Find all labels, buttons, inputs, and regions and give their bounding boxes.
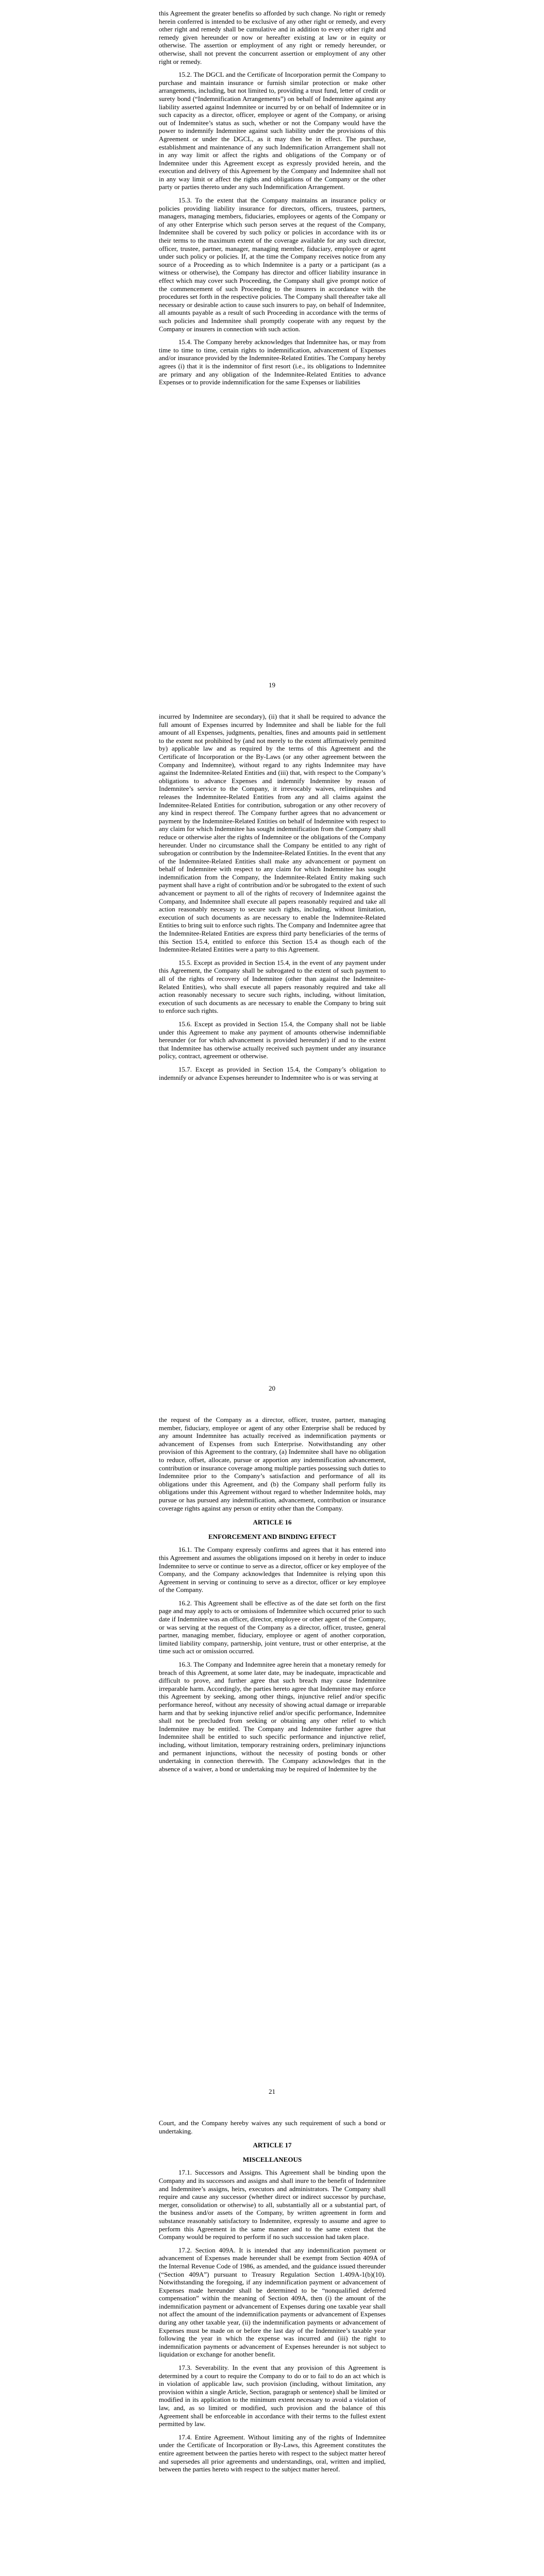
document-page-19 — [0, 0, 544, 703]
paragraph-continuation: Court, and the Company hereby waives any such requirement of such a bond or undertaking. — [159, 2119, 386, 2135]
page-body — [159, 713, 386, 1087]
paragraph-15-6: 15.6. Except as provided in Section 15.4, the Company shall not be liable under this Agreement to make any payment of amounts otherwise indemnifiable hereunder (or for which advancement is provided hereunder) if and to the extent that Indemnitee has otherwise actually received such payment under any insurance policy, contract, agreement or otherwise. — [159, 1020, 386, 1060]
paragraph-15-3: 15.3. To the extent that the Company maintains an insurance policy or policies providing liability insurance for directors, officers, trustees, partners, managers, managing members, fiduciaries, employees or agents of the Company or of any other Enterprise which such person serves at the request of the Company, Indemnitee shall be covered by such policy or policies in accordance with its or their terms to the maximum extent of the coverage available for any such director, officer, trustee, partner, manager, managing member, fiduciary, employee or agent under such policy or policies. If, at the time the Company receives notice from any source of a Proceeding as to which Indemnitee is a party or a participant (as a witness or otherwise), the Company has director and officer liability insurance in effect which may cover such Proceeding, the Company shall give prompt notice of the commencement of such Proceeding to the insurers in accordance with the procedures set forth in the respective policies. The Company shall thereafter take all necessary or desirable action to cause such insurers to pay, on behalf of Indemnitee, all amounts payable as a result of such Proceeding in accordance with the terms of such policies and Indemnitee shall promptly cooperate with any request by the Company or insurers in connection with such action. — [159, 196, 386, 333]
document-page-22 — [0, 2110, 544, 2576]
article-title: ARTICLE 16 — [253, 1518, 292, 1527]
page-body — [159, 9, 386, 392]
paragraph-15-7: 15.7. Except as provided in Section 15.4, the Company’s obligation to indemnify or advance Expenses hereunder to Indemnitee who is or was serving at — [159, 1065, 386, 1081]
page-body — [159, 1416, 386, 1778]
paragraph-16-2: 16.2. This Agreement shall be effective as of the date set forth on the first page and may apply to acts or omissions of Indemnitee which occurred prior to such date if Indemnitee was an officer, director, employee or other agent of the Company, or was serving at the request of the Company as a director, officer, trustee, general partner, managing member, fiduciary, employee or agent of another corporation, limited liability company, partnership, joint venture, trust or other enterprise, at the time such act or omission occurred. — [159, 1599, 386, 1655]
page-number: 19 — [269, 681, 275, 689]
paragraph-17-2: 17.2. Section 409A. It is intended that any indemnification payment or advancement of Expenses made hereunder shall be exempt from Section 409A of the Internal Revenue Code of 1986, as amended, and the guidance issued thereunder (“Section 409A”) pursuant to Treasury Regulation Section 1.409A-1(b)(10). Notwithstanding the foregoing, if any indemnification payment or advancement of Expenses made hereunder shall be determined to be “nonqualified deferred compensation” within the meaning of Section 409A, then (i) the amount of the indemnification payment or advancement of Expenses during one taxable year shall not affect the amount of the indemnification payments or advancement of Expenses during any other taxable year, (ii) the indemnification payments or advancement of Expenses must be made on or before the last day of the Indemnitee’s taxable year following the year in which the expense was incurred and (iii) the right to indemnification payments or advancement of Expenses hereunder is not subject to liquidation or exchange for another benefit. — [159, 2246, 386, 2359]
paragraph-17-4: 17.4. Entire Agreement. Without limiting any of the rights of Indemnitee under the Certificate of Incorporation or By-Laws, this Agreement constitutes the entire agreement between the parties hereto with respect to the subject matter hereof and supersedes all prior agreements and understandings, oral, written and implied, between the parties hereto with respect to the subject matter hereof. — [159, 2433, 386, 2473]
paragraph-16-3: 16.3. The Company and Indemnitee agree herein that a monetary remedy for breach of this Agreement, at some later date, may be inadequate, impracticable and difficult to prove, and further agree that such breach may cause Indemnitee irreparable harm. Accordingly, the parties hereto agree that Indemnitee may enforce this Agreement by seeking, among other things, injunctive relief and/or specific performance hereof, without any necessity of showing actual damage or irreparable harm and that by seeking injunctive relief and/or specific performance, Indemnitee shall not be precluded from seeking or obtaining any other relief to which Indemnitee may be entitled. The Company and Indemnitee further agree that Indemnitee shall be entitled to such specific performance and injunctive relief, including, without limitation, temporary restraining orders, preliminary injunctions and permanent injunctions, without the necessity of posting bonds or other undertaking in connection therewith. The Company acknowledges that in the absence of a waiver, a bond or undertaking may be required of Indemnitee by the — [159, 1660, 386, 1773]
paragraph-15-5: 15.5. Except as provided in Section 15.4, in the event of any payment under this Agreement, the Company shall be subrogated to the extent of such payment to all of the rights of recovery of Indemnitee (other than against the Indemnitee-Related Entities), who shall execute all papers reasonably required and take all action reasonably necessary to secure such rights, including, without limitation, execution of such documents as are necessary to enable the Company to bring suit to enforce such rights. — [159, 958, 386, 1015]
page-body — [159, 2119, 386, 2479]
paragraph-17-3: 17.3. Severability. In the event that any provision of this Agreement is determined by a court to require the Company to do or to fail to do an act which is in violation of applicable law, such provision (including, without limitation, any provision within a single Article, Section, paragraph or sentence) shall be limited or modified in its application to the minimum extent necessary to avoid a violation of law, and, as so limited or modified, such provision and the balance of this Agreement shall be enforceable in accordance with their terms to the fullest extent permitted by law. — [159, 2364, 386, 2428]
article-subtitle: ENFORCEMENT AND BINDING EFFECT — [208, 1532, 336, 1540]
paragraph-continuation: this Agreement the greater benefits so afforded by such change. No right or remedy herein conferred is intended to be exclusive of any other right or remedy, and every other right and remedy shall be cumulative and in addition to every other right and remedy given hereunder or now or hereafter existing at law or in equity or otherwise. The assertion or employment of any right or remedy hereunder, or otherwise, shall not prevent the concurrent assertion or employment of any other right or remedy. — [159, 9, 386, 65]
paragraph-continuation: incurred by Indemnitee are secondary), (ii) that it shall be required to advance the full amount of Expenses incurred by Indemnitee and shall be liable for the full amount of all Expenses, judgments, penalties, fines and amounts paid in settlement to the extent not prohibited by (and not merely to the extent affirmatively permitted by) applicable law and as required by the terms of this Agreement and the Certificate of Incorporation or the By-Laws (or any other agreement between the Company and Indemnitee), without regard to any rights Indemnitee may have against the Indemnitee-Related Entities and (iii) that, with respect to the Company’s obligations to advance Expenses and indemnify Indemnitee by reason of Indemnitee’s service to the Company, it irrevocably waives, relinquishes and releases the Indemnitee-Related Entities from any and all claims against the Indemnitee-Related Entities for contribution, subrogation or any other recovery of any kind in respect thereof. The Company further agrees that no advancement or payment by the Indemnitee-Related Entities on behalf of Indemnitee with respect to any claim for which Indemnitee has sought indemnification from the Company shall reduce or otherwise alter the rights of Indemnitee or the obligations of the Company hereunder. Under no circumstance shall the Company be entitled to any right of subrogation or contribution by the Indemnitee-Related Entities. In the event that any of the Indemnitee-Related Entities shall make any advancement or payment on behalf of Indemnitee with respect to any claim for which Indemnitee has sought indemnification from the Company, the Indemnitee-Related Entity making such payment shall have a right of contribution and/or be subrogated to the extent of such advancement or payment to all of the rights of recovery of Indemnitee against the Company, and Indemnitee shall execute all papers reasonably required and take all action reasonably necessary to secure such rights, including, without limitation, execution of such documents as are necessary to enable the Indemnitee-Related Entities to bring suit to enforce such rights. The Company and Indemnitee agree that the Indemnitee-Related Entities are express third party beneficiaries of the terms of this Section 15.4, entitled to enforce this Section 15.4 as though each of the Indemnitee-Related Entities were a party to this Agreement. — [159, 713, 386, 954]
paragraph-continuation: the request of the Company as a director, officer, trustee, partner, managing member, fiduciary, employee or agent of any other Enterprise shall be reduced by any amount Indemnitee has actually received as indemnification payments or advancement of Expenses from such Enterprise. Notwithstanding any other provision of this Agreement to the contrary, (a) Indemnitee shall have no obligation to reduce, offset, allocate, pursue or apportion any indemnification advancement, contribution or insurance coverage among multiple parties possessing such duties to Indemnitee prior to the Company’s satisfaction and performance of all its obligations under this Agreement, and (b) the Company shall perform fully its obligations under this Agreement without regard to whether Indemnitee holds, may pursue or has pursued any indemnification, advancement, contribution or insurance coverage rights against any person or entity other than the Company. — [159, 1416, 386, 1512]
document-page-21 — [0, 1406, 544, 2110]
paragraph-17-1: 17.1. Successors and Assigns. This Agreement shall be binding upon the Company and its successors and assigns and shall inure to the benefit of Indemnitee and Indemnitee’s assigns, heirs, executors and administrators. The Company shall require and cause any successor (whether direct or indirect successor by purchase, merger, consolidation or otherwise) to all, substantially all or a substantial part, of the business and/or assets of the Company, by written agreement in form and substance reasonably satisfactory to Indemnitee, expressly to assume and agree to perform this Agreement in the same manner and to the same extent that the Company would be required to perform if no such succession had taken place. — [159, 2168, 386, 2241]
paragraph-15-4: 15.4. The Company hereby acknowledges that Indemnitee has, or may from time to time to time, certain rights to indemnification, advancement of Expenses and/or insurance provided by the Indemnitee-Related Entities. The Company hereby agrees (i) that it is the indemnitor of first resort (i.e., its obligations to Indemnitee are primary and any obligation of the Indemnitee-Related Entities to advance Expenses or to provide indemnification for the same Expenses or liabilities — [159, 338, 386, 386]
page-number: 20 — [269, 1384, 275, 1392]
article-subtitle: MISCELLANEOUS — [242, 2155, 302, 2163]
document-page-20 — [0, 703, 544, 1406]
page-number: 21 — [269, 2088, 275, 2095]
paragraph-16-1: 16.1. The Company expressly confirms and agrees that it has entered into this Agreement and assumes the obligations imposed on it hereby in order to induce Indemnitee to serve or continue to serve as a director, officer or key employee of the Company, and the Company acknowledges that Indemnitee is relying upon this Agreement in serving or continuing to serve as a director, officer or key employee of the Company. — [159, 1546, 386, 1594]
paragraph-15-2: 15.2. The DGCL and the Certificate of Incorporation permit the Company to purchase and maintain insurance or furnish similar protection or make other arrangements, including, but not limited to, providing a trust fund, letter of credit or surety bond (“Indemnification Arrangements”) on behalf of Indemnitee against any liability asserted against Indemnitee or incurred by or on behalf of Indemnitee or in such capacity as a director, officer, employee or agent of the Company, or arising out of Indemnitee’s status as such, whether or not the Company would have the power to indemnify Indemnitee against such liability under the provisions of this Agreement or under the DGCL, as it may then be in effect. The purchase, establishment and maintenance of any such Indemnification Arrangement shall not in any way limit or affect the rights and obligations of the Company or of Indemnitee under this Agreement except as expressly provided herein, and the execution and delivery of this Agreement by the Company and Indemnitee shall not in any way limit or affect the rights and obligations of the Company or the other party or parties thereto under any such Indemnification Arrangement. — [159, 71, 386, 191]
article-title: ARTICLE 17 — [253, 2141, 292, 2149]
